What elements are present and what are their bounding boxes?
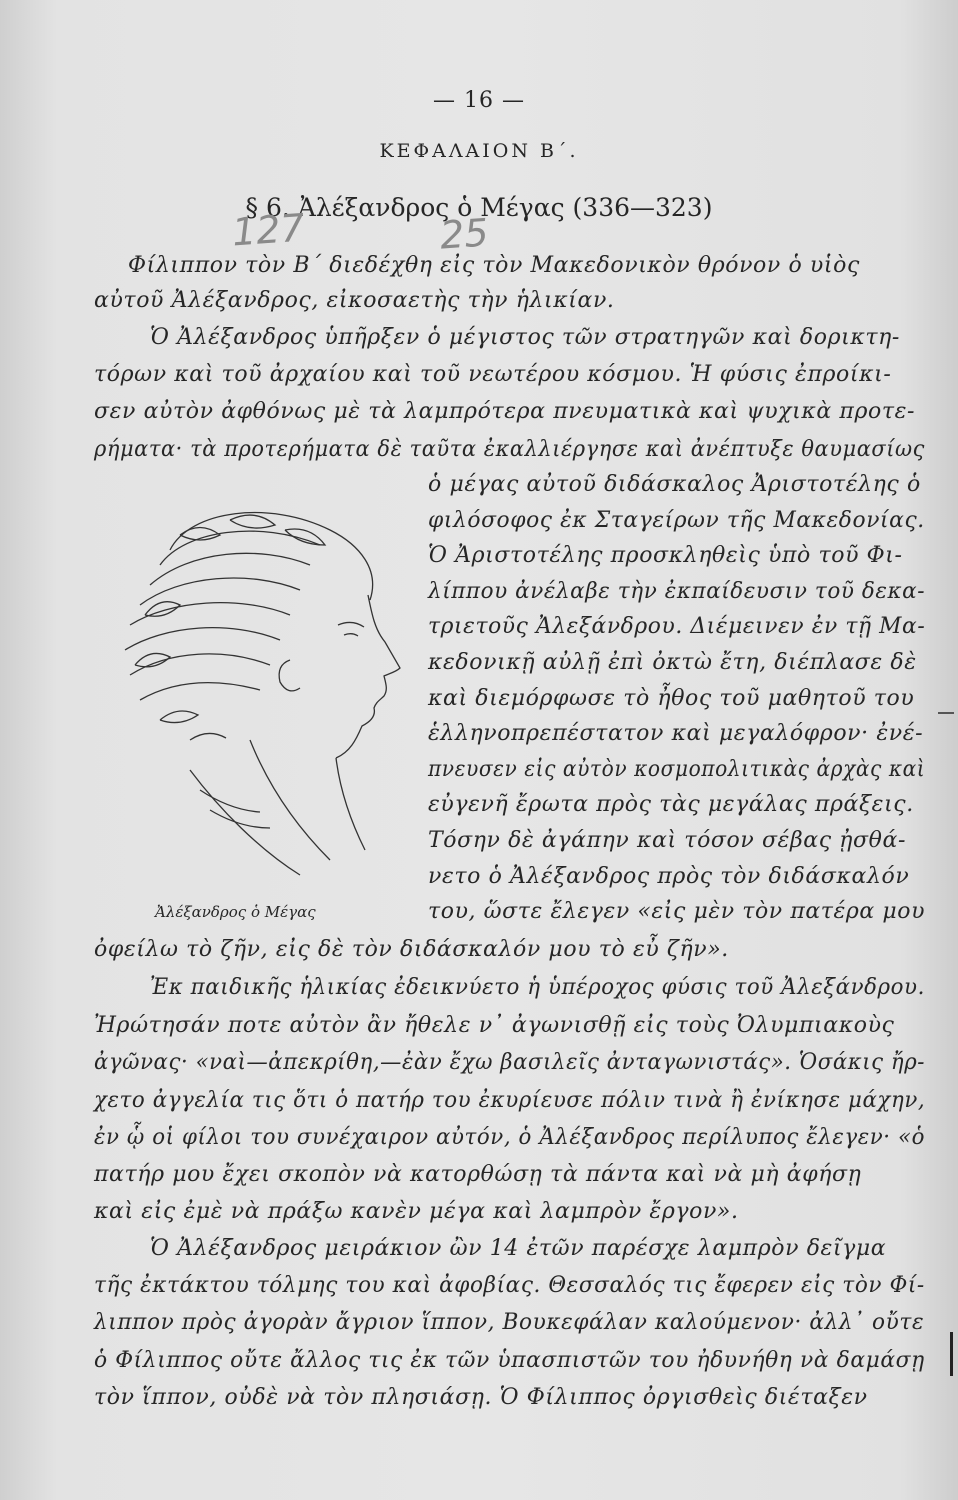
- pencil-annotation: 25: [438, 210, 490, 258]
- text-line: τόρων καὶ τοῦ ἀρχαίου καὶ τοῦ νεωτέρου κόσμου. Ἡ φύσις ἐπροίκι-: [94, 362, 892, 387]
- text-line: Ὁ Ἀλέξανδρος ὑπῆρξεν ὁ μέγιστος τῶν στρατηγῶν καὶ δορικτη-: [150, 325, 900, 350]
- section-title: § 6. Ἀλέξανδρος ὁ Μέγας (336—323): [245, 193, 713, 222]
- text-line: Φίλιππον τὸν Β΄ διεδέχθη εἰς τὸν Μακεδονικὸν θρόνον ὁ υἱὸς: [128, 253, 860, 278]
- text-line: καὶ διεμόρφωσε τὸ ἦθος τοῦ μαθητοῦ του: [428, 686, 915, 711]
- alexander-portrait-engraving: [100, 490, 420, 890]
- text-line: ἀγῶνας· «ναὶ—ἀπεκρίθη,—ἐὰν ἔχω βασιλεῖς ἀνταγωνιστάς». Ὁσάκις ἤρ-: [94, 1050, 926, 1075]
- margin-mark: [938, 712, 954, 714]
- text-line: αὐτοῦ Ἀλέξανδρος, εἰκοσαετὴς τὴν ἡλικίαν.: [94, 288, 615, 313]
- text-line: πνευσεν εἰς αὐτὸν κοσμοπολιτικὰς ἀρχὰς καὶ: [428, 757, 926, 782]
- page-number: — 16 —: [433, 88, 525, 113]
- text-line: Ἐκ παιδικῆς ἡλικίας ἐδεικνύετο ἡ ὑπέροχος φύσις τοῦ Ἀλεξάνδρου.: [150, 975, 925, 1000]
- text-line: λίππου ἀνέλαβε τὴν ἐκπαίδευσιν τοῦ δεκα-: [428, 579, 926, 604]
- text-line: κεδονικῇ αὐλῇ ἐπὶ ὀκτὼ ἔτη, διέπλασε δὲ: [428, 650, 917, 675]
- text-line: χετο ἀγγελία τις ὅτι ὁ πατήρ του ἐκυρίευσε πόλιν τινὰ ἢ ἐνίκησε μάχην,: [94, 1088, 926, 1113]
- text-line: Ὁ Ἀλέξανδρος μειράκιον ὢν 14 ἐτῶν παρέσχε λαμπρὸν δεῖγμα: [150, 1236, 887, 1261]
- text-line: του, ὥστε ἔλεγεν «εἰς μὲν τὸν πατέρα μου: [428, 899, 926, 924]
- text-line: Ἠρώτησάν ποτε αὐτὸν ἂν ἤθελε ν᾽ ἀγωνισθῇ εἰς τοὺς Ὀλυμπιακοὺς: [94, 1013, 895, 1038]
- text-line: ὀφείλω τὸ ζῆν, εἰς δὲ τὸν διδάσκαλόν μου τὸ εὖ ζῆν».: [94, 937, 729, 962]
- chapter-heading: ΚΕΦΑΛΑΙΟΝ Β΄.: [379, 140, 579, 162]
- text-line: ὁ μέγας αὐτοῦ διδάσκαλος Ἀριστοτέλης ὁ: [428, 472, 921, 497]
- text-line: εὐγενῆ ἔρωτα πρὸς τὰς μεγάλας πράξεις.: [428, 792, 914, 817]
- text-line: ὁ Φίλιππος οὔτε ἄλλος τις ἐκ τῶν ὑπασπιστῶν του ἠδυνήθη νὰ δαμάσῃ: [94, 1348, 925, 1373]
- text-line: φιλόσοφος ἐκ Σταγείρων τῆς Μακεδονίας.: [428, 508, 925, 533]
- text-line: λιππον πρὸς ἀγορὰν ἄγριον ἵππον, Βουκεφάλαν καλούμενον· ἀλλ᾽ οὔτε: [94, 1310, 925, 1335]
- text-line: νετο ὁ Ἀλέξανδρος πρὸς τὸν διδάσκαλόν: [428, 864, 910, 889]
- text-line: ἑλληνοπρεπέστατον καὶ μεγαλόφρον· ἐνέ-: [428, 721, 924, 746]
- portrait-caption: Ἀλέξανδρος ὁ Μέγας: [155, 903, 316, 921]
- text-line: καὶ εἰς ἐμὲ νὰ πράξω κανὲν μέγα καὶ λαμπρὸν ἔργον».: [94, 1199, 739, 1224]
- text-line: τῆς ἐκτάκτου τόλμης του καὶ ἀφοβίας. Θεσσαλός τις ἔφερεν εἰς τὸν Φί-: [94, 1273, 925, 1298]
- pencil-annotation: 127: [230, 205, 306, 255]
- text-line: σεν αὐτὸν ἀφθόνως μὲ τὰ λαμπρότερα πνευματικὰ καὶ ψυχικὰ προτε-: [94, 399, 916, 424]
- text-line: Ὁ Ἀριστοτέλης προσκληθεὶς ὑπὸ τοῦ Φι-: [428, 543, 903, 568]
- margin-mark: [950, 1332, 953, 1376]
- text-line: τριετοῦς Ἀλεξάνδρου. Διέμεινεν ἐν τῇ Μα-: [428, 614, 926, 639]
- text-line: ρήματα· τὰ προτερήματα δὲ ταῦτα ἐκαλλιέργησε καὶ ἀνέπτυξε θαυμασίως: [94, 437, 925, 462]
- text-line: πατήρ μου ἔχει σκοπὸν νὰ κατορθώσῃ τὰ πάντα καὶ νὰ μὴ ἀφήσῃ: [94, 1162, 862, 1187]
- text-line: τὸν ἵππον, οὐδὲ νὰ τὸν πλησιάσῃ. Ὁ Φίλιππος ὀργισθεὶς διέταξεν: [94, 1385, 868, 1410]
- text-line: Τόσην δὲ ἀγάπην καὶ τόσον σέβας ᾐσθά-: [428, 828, 906, 853]
- text-line: ἐν ᾧ οἱ φίλοι του συνέχαιρον αὐτόν, ὁ Ἀλέξανδρος περίλυπος ἔλεγεν· «ὁ: [94, 1125, 926, 1150]
